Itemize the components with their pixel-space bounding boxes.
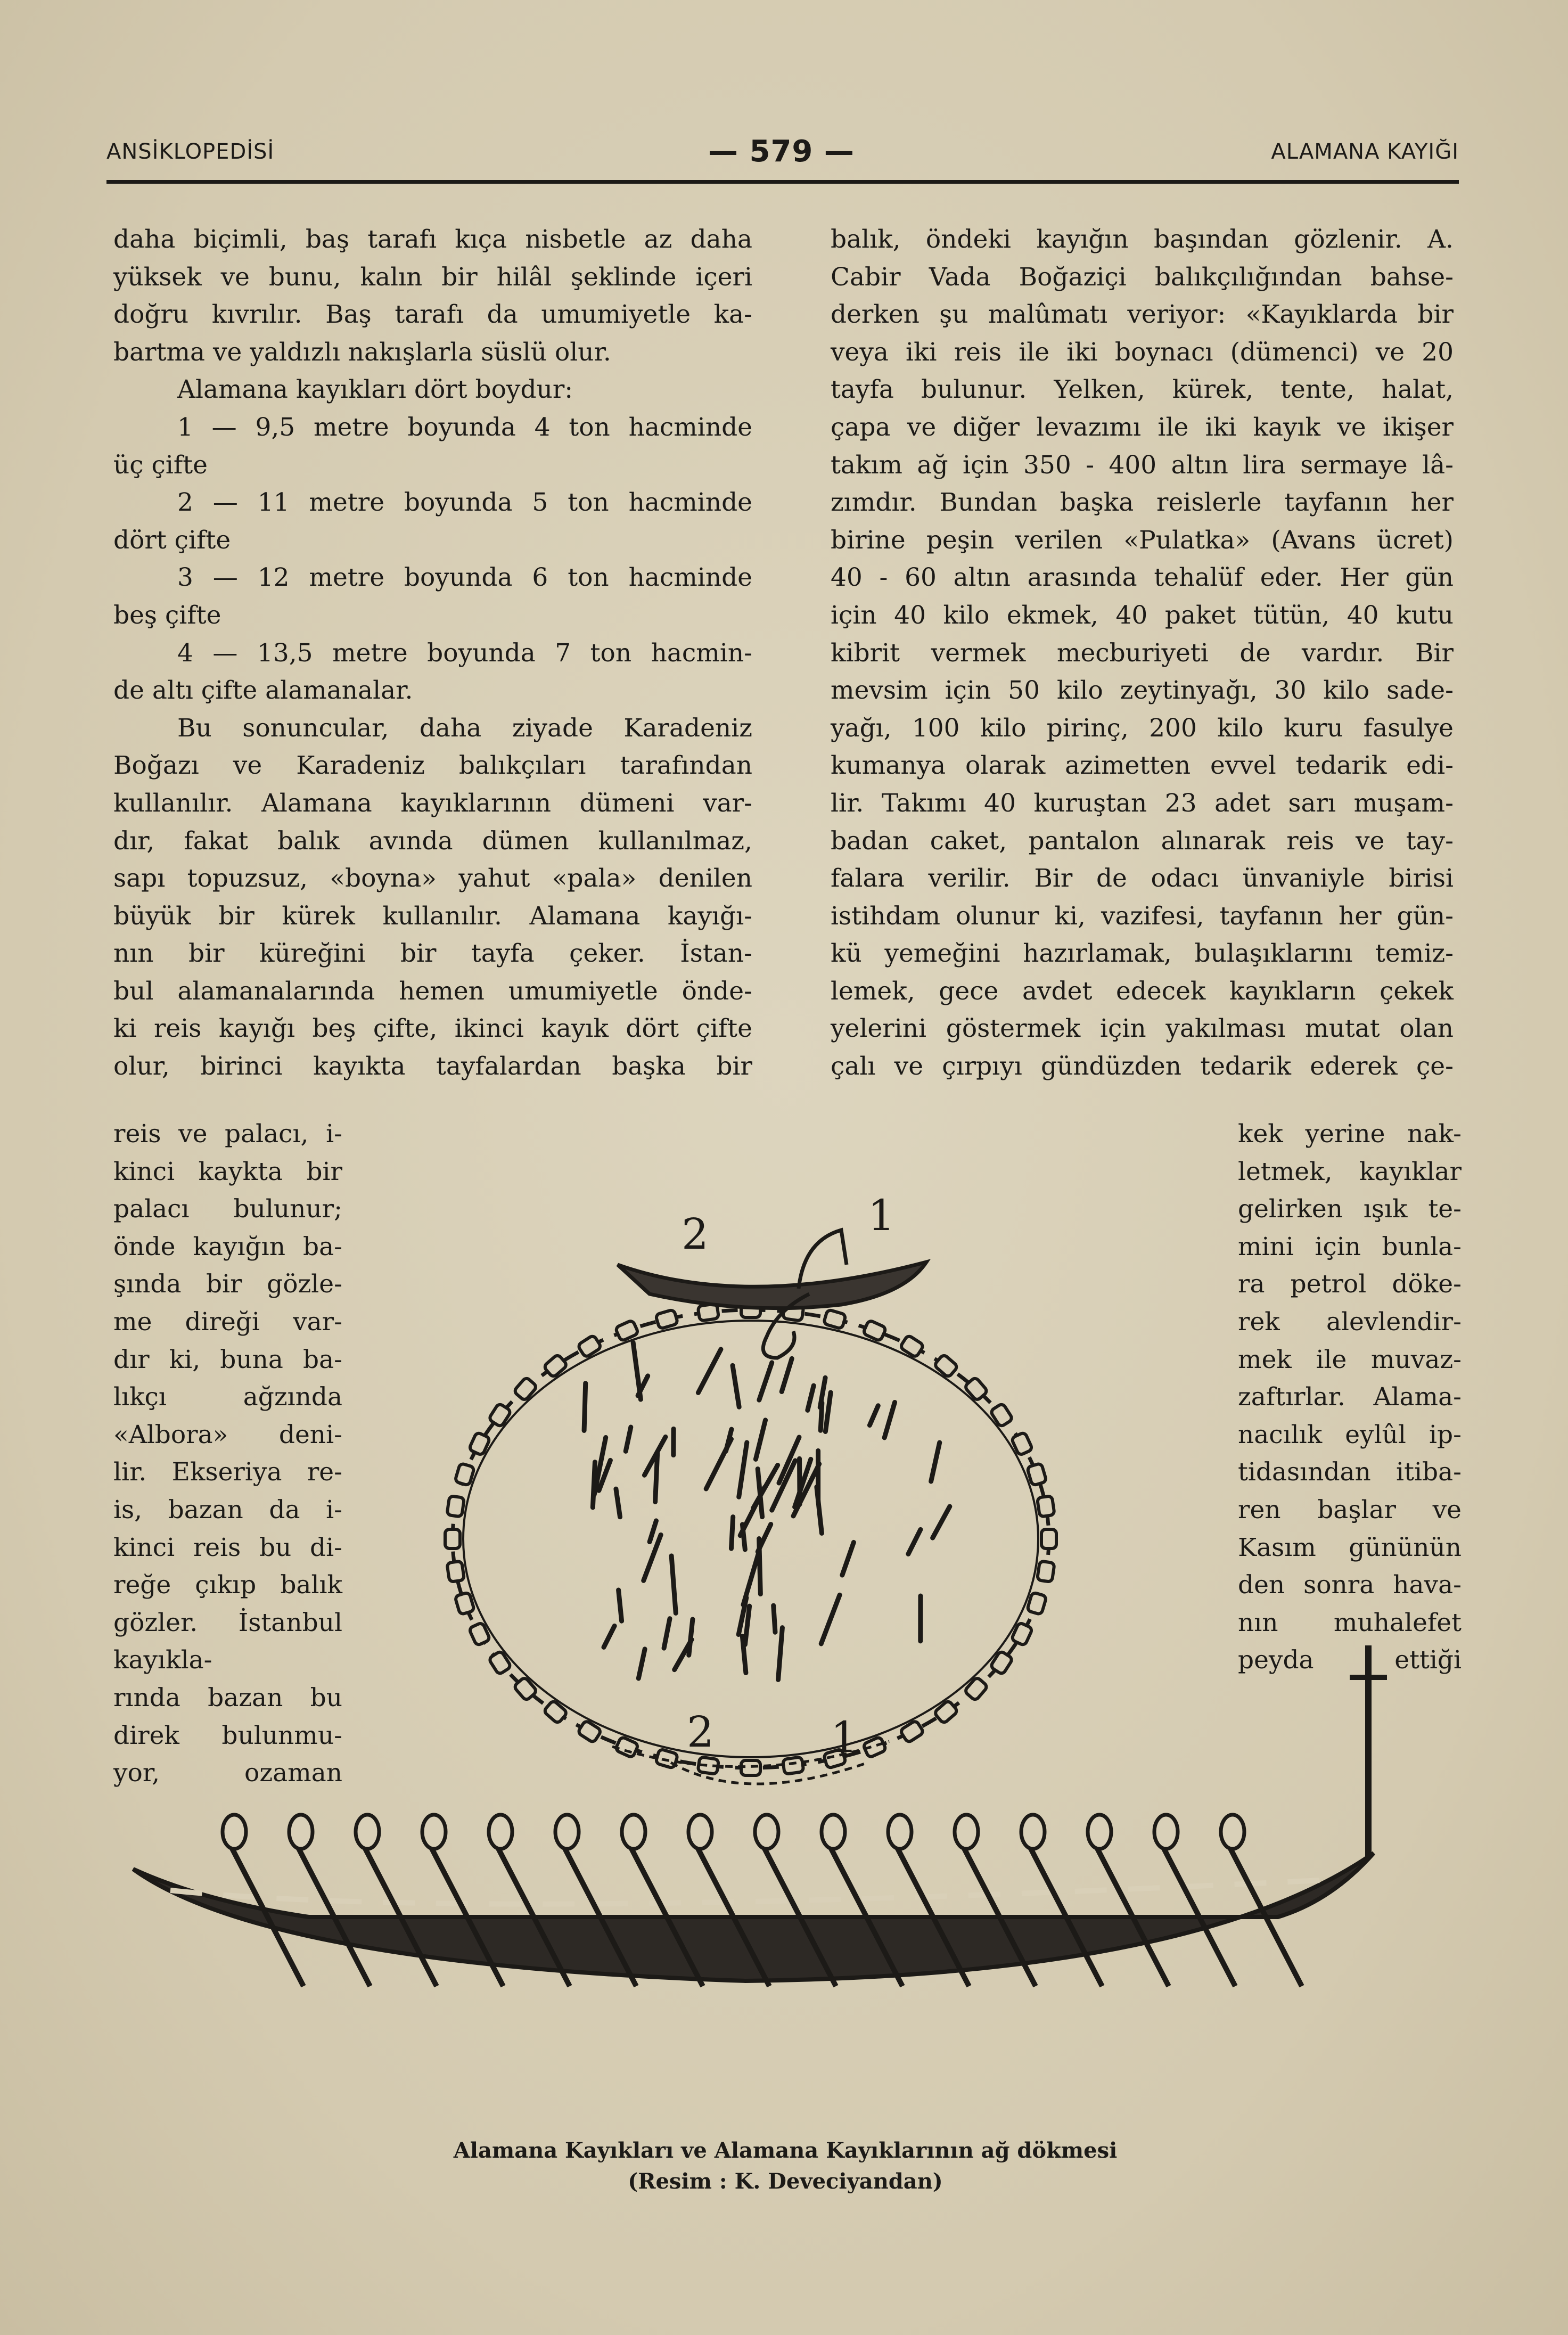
text-line: kek yerine nak- [1238,1119,1462,1149]
net-float [934,1354,958,1378]
net-float [544,1354,568,1378]
text-line: beş çifte [113,600,221,630]
text-line: istihdam olunur ki, vazifesi, tayfanın her gün- [831,901,1454,931]
net-float [1027,1592,1047,1615]
text-line: nacılık eylûl ip- [1238,1420,1462,1449]
fish-mark [778,1628,783,1680]
text-line: bartma ve yaldızlı nakışlarla süslü olur. [113,337,611,367]
fish-mark [655,1453,658,1502]
text-line: kü yemeğini hazırlamak, bulaşıklarını temiz- [831,939,1454,969]
fish-mark [733,1365,739,1407]
net-float [447,1561,464,1582]
text-line: büyük bir kürek kullanılır. Alamana kayığı- [113,901,752,931]
text-line: peyda ettiği [1238,1645,1462,1675]
rower [822,1815,845,1849]
text-line: yor, ozaman [113,1758,342,1788]
figure-caption [373,2135,1198,2197]
fish-mark [820,1403,822,1431]
text-line: çalı ve çırpıyı gündüzden tedarik ederek çe- [831,1052,1454,1082]
rower [555,1815,579,1849]
rower [1154,1815,1178,1849]
net-float [445,1529,460,1549]
fish-mark [743,1551,759,1605]
text-line: 3 — 12 metre boyunda 6 ton hacminde [177,563,752,593]
net-float [990,1403,1013,1427]
net-float [824,1309,846,1329]
fish-mark [731,1517,733,1549]
rower [622,1815,645,1849]
caption-title: Alamana Kayıkları ve Alamana Kayıklarının ağ dökmesi [453,2138,1118,2163]
fish-mark [884,1402,894,1437]
fish-mark [842,1542,854,1575]
text-line: Bu sonuncular, daha ziyade Karadeniz [177,713,752,743]
text-line: dır, fakat balık avında dümen kullanılmaz, [113,826,752,856]
page-number: — 579 — [708,134,855,169]
text-line: reğe çıkıp balık [113,1570,342,1600]
net-float [455,1592,474,1615]
text-line: bul alamanalarında hemen umumiyetle önde- [113,976,752,1006]
fish-mark [616,1489,620,1517]
fish-mark [604,1626,614,1647]
text-line: nın bir küreğini bir tayfa çeker. İstan- [113,939,752,969]
net-float [513,1377,537,1402]
boat-crew [223,1815,1244,1849]
text-line: is, bazan da i- [113,1495,342,1525]
label-top-2: 2 [682,1209,709,1259]
text-line: kinci kaykta bir [113,1157,342,1186]
text-line: önde kayığın ba- [113,1232,342,1261]
text-line: 2 — 11 metre boyunda 5 ton hacminde [177,488,752,518]
text-line: derken şu malûmatı veriyor: «Kayıklarda bir [831,300,1454,330]
oar [362,1842,437,1986]
text-line: den sonra hava- [1238,1570,1462,1600]
net-float [934,1700,958,1724]
text-line: ren başlar ve [1238,1495,1462,1525]
label-top-1: 1 [868,1191,895,1240]
net-float [1041,1529,1056,1549]
text-line: direk bulunmu- [113,1720,342,1750]
text-line: sapı topuzsuz, «boyna» yahut «pala» denilen [113,864,752,894]
text-line: mevsim için 50 kilo zeytinyağı, 30 kilo sade- [831,676,1454,706]
caption-credit: (Resim : K. Deveciyandan) [628,2169,943,2194]
text-line: nın muhalefet [1238,1608,1462,1637]
fish-mark [933,1506,950,1538]
text-line: balık, öndeki kayığın başından gözlenir. A. [831,225,1454,254]
text-line: kayıkla- [113,1645,212,1675]
text-line: lıkçı ağzında [113,1382,342,1412]
text-line: dört çifte [113,525,231,555]
header-rule [106,180,1459,184]
fish-mark [626,1427,631,1451]
fish-mark [821,1595,840,1644]
text-line: kullanılır. Alamana kayıklarının dümeni var- [113,788,752,818]
text-line: takım ağ için 350 - 400 altın lira sermaye lâ- [831,450,1454,480]
text-line: kibrit vermek mecburiyeti de vardır. Bir [831,638,1454,668]
text-line: 4 — 13,5 metre boyunda 7 ton hacmin- [177,638,752,668]
oar [1161,1842,1235,1986]
oar [295,1842,370,1986]
text-line: dır ki, buna ba- [113,1345,342,1374]
fish-mark [739,1443,747,1497]
text-line: yüksek ve bunu, kalın bir hilâl şeklinde içeri [113,262,752,292]
text-line: de altı çifte alamanalar. [113,676,413,706]
fish-mark [756,1420,765,1459]
text-line: letmek, kayıklar [1238,1157,1462,1186]
text-line: yelerini göstermek için yakılması mutat olan [831,1014,1454,1044]
text-line: tidasından itiba- [1238,1457,1462,1487]
fish-mark [869,1406,878,1425]
text-line: gözler. İstanbul [113,1608,342,1637]
text-line: zaftırlar. Alama- [1238,1382,1462,1412]
net-float [1027,1463,1047,1486]
illustration-net-and-boat [106,1134,1470,2093]
text-line: 40 - 60 altın arasında tehalüf eder. Her gün [831,563,1454,593]
text-line: falara verilir. Bir de odacı ünvaniyle birisi [831,864,1454,894]
text-line: üç çifte [113,450,208,480]
text-line: badan caket, pantalon alınarak reis ve tay- [831,826,1454,856]
rower [289,1815,313,1849]
fish-mark [698,1349,721,1392]
oar [1028,1842,1102,1986]
rower [755,1815,778,1849]
oar [1094,1842,1169,1986]
text-line: gelirken ışık te- [1238,1194,1462,1224]
text-line: yağı, 100 kilo pirinç, 200 kilo kuru fasulye [831,713,1454,743]
fish-mark [931,1443,940,1481]
fish-mark [742,1525,745,1550]
text-line: palacı bulunur; [113,1194,342,1224]
rower [888,1815,912,1849]
rower [1221,1815,1244,1849]
rower [223,1815,246,1849]
fish-mark [644,1535,661,1580]
text-line: için 40 kilo ekmek, 40 paket tütün, 40 kutu [831,600,1454,630]
text-line: kumanya olarak azimetten evvel tedarik edi- [831,751,1454,781]
text-line: kinci reis bu di- [113,1533,342,1562]
net-float [1037,1561,1055,1582]
fish-mark [664,1619,670,1648]
fish-mark [774,1605,775,1632]
text-line: me direği var- [113,1307,342,1337]
text-line: lir. Takımı 40 kuruştan 23 adet sarı muşam- [831,788,1454,818]
fish-mark [638,1649,645,1678]
net-ring [453,1310,1049,1768]
text-line: ra petrol döke- [1238,1269,1462,1299]
text-line: şında bir gözle- [113,1269,342,1299]
text-line: birine peşin verilen «Pulatka» (Avans ücret) [831,525,1454,555]
net-float [655,1309,678,1329]
fish-mark [759,1539,761,1594]
net-float [1037,1496,1055,1517]
text-line: reis ve palacı, i- [113,1119,342,1149]
text-line: 1 — 9,5 metre boyunda 4 ton hacminde [177,412,752,442]
header-right: ALAMANA KAYIĞI [1271,140,1459,164]
text-line: daha biçimli, baş tarafı kıça nisbetle az daha [113,225,752,254]
text-line: tayfa bulunur. Yelken, kürek, tente, halat, [831,375,1454,405]
right-column [831,221,1454,1086]
fish-school [584,1342,950,1679]
text-line: mek ile muvaz- [1238,1345,1462,1374]
fish-mark [619,1590,622,1621]
fish-mark [825,1392,831,1431]
text-line: lemek, gece avdet edecek kayıkların çekek [831,976,1454,1006]
fish-mark [726,1429,732,1451]
text-line: mini için bunla- [1238,1232,1462,1261]
net-floats [445,1302,1056,1775]
fish-mark [759,1363,772,1400]
rower [955,1815,978,1849]
text-line: rek alevlendir- [1238,1307,1462,1337]
label-bottom-2: 2 [687,1707,714,1757]
text-line: çapa ve diğer levazımı ile iki kayık ve ikişer [831,412,1454,442]
fish-mark [650,1521,656,1542]
net-float [964,1677,988,1701]
fish-mark [689,1619,693,1655]
text-line: zımdır. Bundan başka reislerle tayfanın her [831,488,1454,518]
text-line: doğru kıvrılır. Baş tarafı da umumiyetle ka- [113,300,752,330]
text-line: veya iki reis ile iki boynacı (dümenci) ve 20 [831,337,1454,367]
rower [1088,1815,1111,1849]
net-float [544,1700,568,1724]
text-line: rında bazan bu [113,1683,342,1713]
text-line: «Albora» deni- [113,1420,342,1449]
rower [688,1815,712,1849]
text-line: Kasım gününün [1238,1533,1462,1562]
fish-mark [782,1358,792,1391]
running-header [106,134,1459,171]
header-left: ANSİKLOPEDİSİ [106,140,275,164]
left-column [113,221,752,1086]
text-line: olur, birinci kayıkta tayfalardan başka bir [113,1052,752,1082]
net-float [783,1757,804,1774]
label-bottom-1: 1 [831,1713,858,1762]
oar [429,1842,503,1986]
text-line: lir. Ekseriya re- [113,1457,342,1487]
text-line: ki reis kayığı beş çifte, ikinci kayık dört çifte [113,1014,752,1044]
fish-mark [671,1556,676,1613]
net-float [447,1496,464,1517]
rower [422,1815,446,1849]
fish-mark [808,1386,814,1410]
text-line: Alamana kayıkları dört boydur: [177,375,573,405]
alamana-boat [133,1645,1387,1981]
rower [356,1815,379,1849]
fish-mark [908,1529,921,1554]
text-line: Boğazı ve Karadeniz balıkçıları tarafından [113,751,752,781]
fish-mark [758,1469,762,1517]
rower [489,1815,512,1849]
text-line: Cabir Vada Boğaziçi balıkçılığından bahse- [831,262,1454,292]
rower [1021,1815,1045,1849]
fish-mark [584,1383,586,1431]
net-float [455,1463,474,1486]
